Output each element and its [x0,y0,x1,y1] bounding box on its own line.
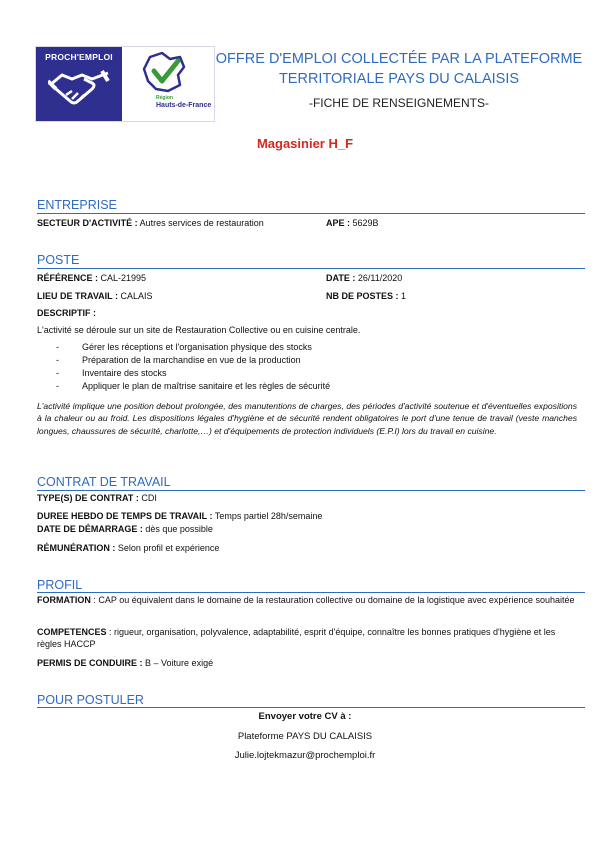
formation-label: FORMATION [37,595,91,605]
demarrage-value: dès que possible [145,524,213,534]
permis-label: PERMIS DE CONDUIRE : [37,658,143,668]
nb-postes-label: NB DE POSTES : [326,291,399,301]
logo-brand-panel [36,47,122,121]
region-name: Hauts-de-France [156,102,212,109]
job-title: Magasinier H_F [256,136,354,151]
header-title-line2: TERRITORIALE PAYS DU CALAISIS [278,71,520,87]
lieu-row [37,290,153,302]
secteur-row [37,217,264,229]
contrat-type-value: CDI [141,493,157,503]
section-heading-profil: PROFIL [37,578,83,592]
contrat-type-row [37,492,157,504]
formation-row [37,594,577,606]
contrat-type-label: TYPE(S) DE CONTRAT : [37,493,139,503]
contact-email[interactable]: Julie.lojtekmazur@prochemploi.fr [234,750,376,761]
descriptif-label: DESCRIPTIF : [37,308,97,318]
ape-label: APE : [326,218,351,228]
task-item: - Préparation de la marchandise en vue de la production [56,355,301,365]
task-text: Inventaire des stocks [82,368,167,378]
demarrage-label: DATE DE DÉMARRAGE : [37,524,143,534]
section-divider [37,592,585,593]
work-conditions: L'activité implique une position debout prolongée, des manutentions de charges, des périodes d'activité soutenue et d'éventuelles expositions à la chaleur ou au froid. Les dispositions légales d'hygiène et de sécurité rendent obligatoires le port d'une tenue de travail (veste manches longues, chaussures de sécurité, charlotte,…) et d'équipements de protection individuels (E.P.I) lors du travail en cuisine. [37,401,577,436]
task-text: Gérer les réceptions et l'organisation physique des stocks [82,342,312,352]
header-subtitle: -FICHE DE RENSEIGNEMENTS- [308,96,489,110]
task-text: Préparation de la marchandise en vue de la production [82,355,301,365]
section-divider [37,268,585,269]
nb-postes-value: 1 [401,291,407,301]
date-value: 26/11/2020 [357,273,403,283]
reference-label: RÉFÉRENCE : [37,273,99,283]
section-heading-entreprise: ENTREPRISE [37,198,117,212]
demarrage-row [37,523,213,535]
task-item: - Gérer les réceptions et l'organisation physique des stocks [56,342,312,352]
nb-postes-row [326,290,406,302]
competences-value: : rigueur, organisation, polyvalence, adaptabilité, esprit d'équipe, connaître les bonnes pratiques d'hygiène et les règles HACCP [37,627,556,649]
duree-row [37,510,322,522]
date-label: DATE : [326,273,356,283]
secteur-label: SECTEUR D'ACTIVITÉ : [37,218,138,228]
section-divider [37,707,585,708]
secteur-value: Autres services de restauration [139,218,264,228]
header-title-line1: OFFRE D'EMPLOI COLLECTÉE PAR LA PLATEFORME [215,51,583,67]
task-item: - Appliquer le plan de maîtrise sanitaire et les règles de sécurité [56,381,331,391]
section-divider [37,490,585,491]
duree-value: Temps partiel 28h/semaine [214,511,323,521]
task-text: Appliquer le plan de maîtrise sanitaire et les règles de sécurité [82,381,331,391]
competences-row [37,626,577,650]
send-cv-label: Envoyer votre CV à : [258,711,352,722]
descriptif-intro: L'activité se déroule sur un site de Restauration Collective ou en cuisine centrale. [37,325,361,335]
reference-value: CAL-21995 [100,273,147,283]
ape-value: 5629B [352,218,379,228]
section-heading-poste: POSTE [37,253,80,267]
permis-value: B – Voiture exigé [145,658,214,668]
date-row [326,272,402,284]
logo-brand-text: PROCH'EMPLOI [45,52,113,62]
section-divider [37,213,585,214]
lieu-value: CALAIS [120,291,153,301]
formation-value: : CAP ou équivalent dans le domaine de la restauration collective ou domaine de la logistique avec expérience souhaitée [93,595,575,605]
hauts-de-france-map-icon [140,51,188,95]
reference-row [37,272,146,284]
remuneration-label: RÉMUNÉRATION : [37,543,116,553]
lieu-label: LIEU DE TRAVAIL : [37,291,118,301]
prochemploi-logo [35,46,215,122]
competences-label: COMPETENCES [37,627,107,637]
region-label: Région [156,95,173,101]
ape-row [326,217,379,229]
remuneration-row [37,542,219,554]
duree-label: DUREE HEBDO DE TEMPS DE TRAVAIL : [37,511,213,521]
logo-region-panel [122,47,214,121]
section-heading-contrat: CONTRAT DE TRAVAIL [37,475,171,489]
plateforme-name: Plateforme PAYS DU CALAISIS [237,731,373,742]
handshake-icon [48,67,110,109]
permis-row [37,657,213,669]
task-item: - Inventaire des stocks [56,368,167,378]
section-heading-postuler: POUR POSTULER [37,693,144,707]
remuneration-value: Selon profil et expérience [117,543,220,553]
descriptif-row [37,307,96,319]
